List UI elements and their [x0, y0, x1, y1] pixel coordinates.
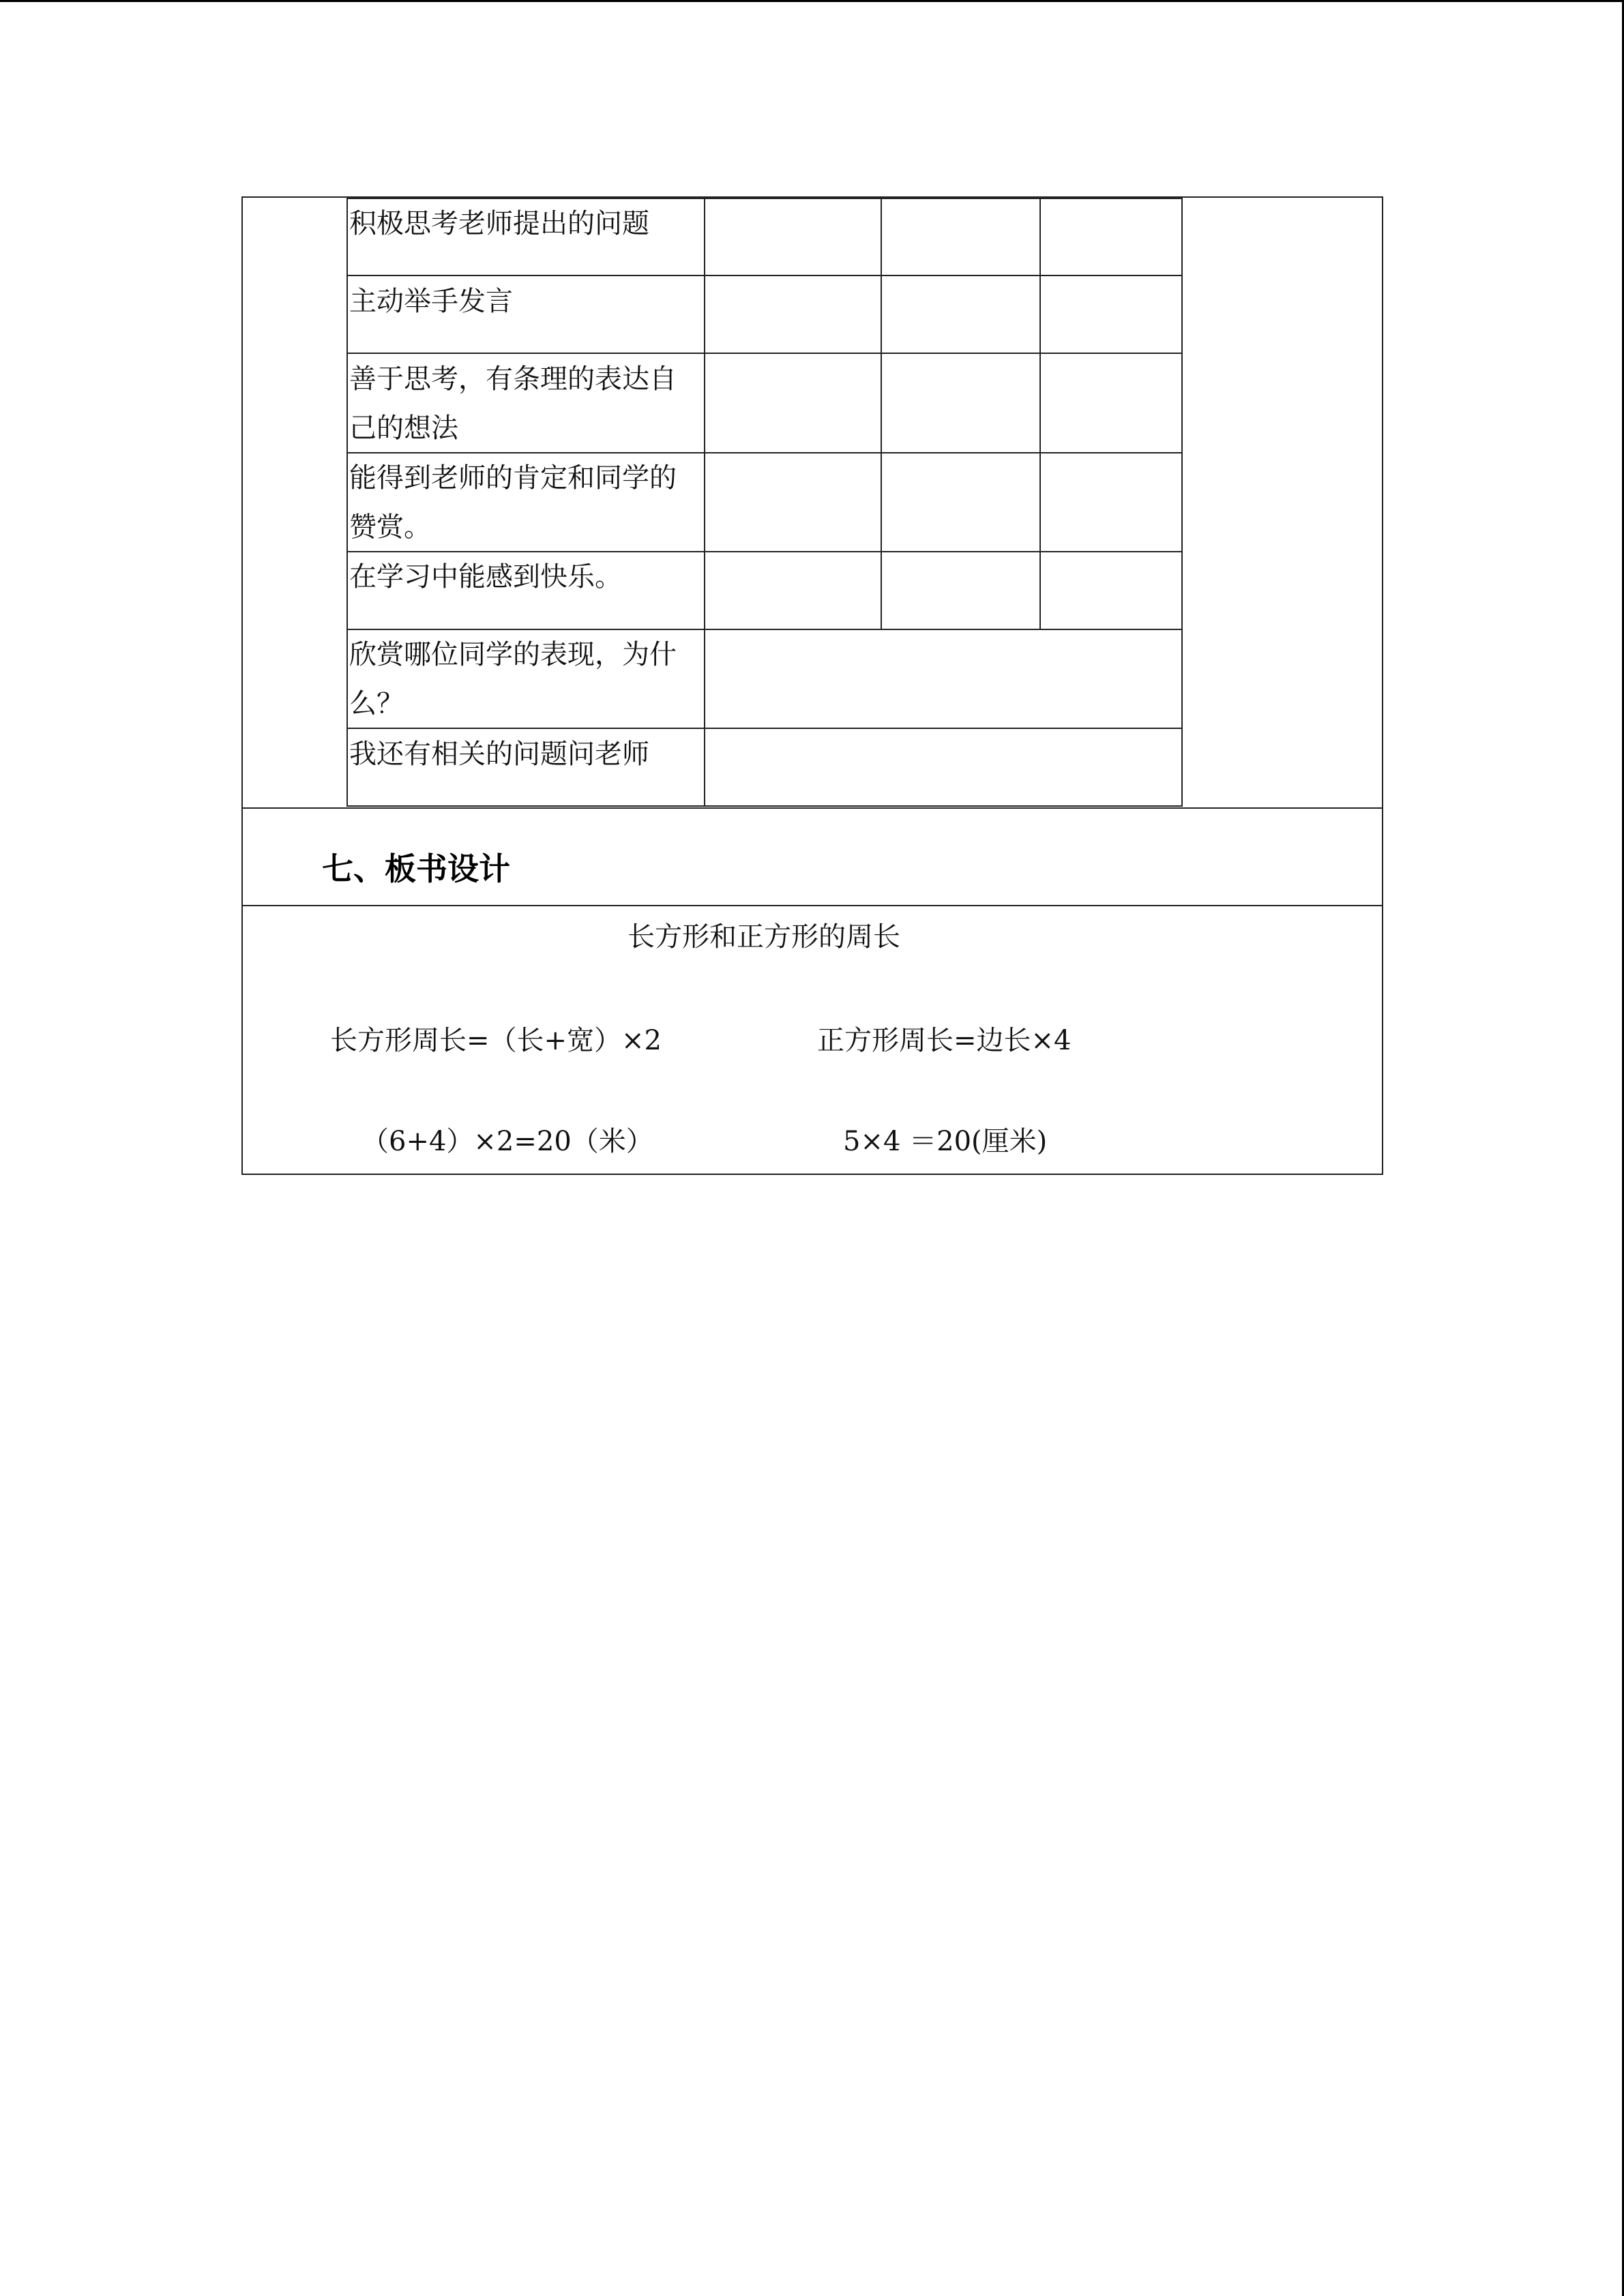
eval-row-line-1	[346, 275, 1183, 276]
square-perimeter-formula: 正方形周长=边长×4	[817, 1025, 1072, 1056]
outer-left-border	[241, 196, 243, 1175]
rect-perimeter-example: （6+4）×2=20（米）	[361, 1126, 653, 1157]
eval-col-line-3	[1039, 197, 1041, 629]
eval-col-line-right	[1181, 197, 1183, 807]
eval-row-line-2	[346, 353, 1183, 354]
square-perimeter-example: 5×4 ＝20(厘米)	[843, 1126, 1048, 1157]
eval-row-item: 善于思考，有条理的表达自己的想法	[349, 363, 677, 444]
eval-row-item: 能得到老师的肯定和同学的赞赏。	[349, 462, 677, 543]
section-heading: 七、板书设计	[322, 850, 510, 887]
outer-bottom-border	[241, 1174, 1383, 1175]
eval-col-line-2	[881, 197, 882, 629]
outer-divider-evaluation	[241, 807, 1383, 809]
outer-right-border	[1382, 196, 1383, 1175]
eval-row-item: 欣赏哪位同学的表现，为什么？	[349, 639, 677, 719]
eval-row-item: 我还有相关的问题问老师	[349, 739, 649, 770]
eval-row-item: 在学习中能感到快乐。	[349, 561, 622, 593]
board-title: 长方形和正方形的周长	[628, 921, 900, 953]
rect-perimeter-formula: 长方形周长=（长+宽）×2	[330, 1025, 662, 1056]
eval-col-line-item	[704, 197, 705, 807]
eval-row-item: 积极思考老师提出的问题	[349, 208, 649, 239]
eval-row-item: 主动举手发言	[349, 286, 513, 317]
eval-row-line-7	[346, 805, 1183, 807]
outer-divider-heading	[241, 905, 1383, 906]
eval-col-line-left	[346, 197, 348, 807]
page-top-border	[0, 0, 1624, 2]
